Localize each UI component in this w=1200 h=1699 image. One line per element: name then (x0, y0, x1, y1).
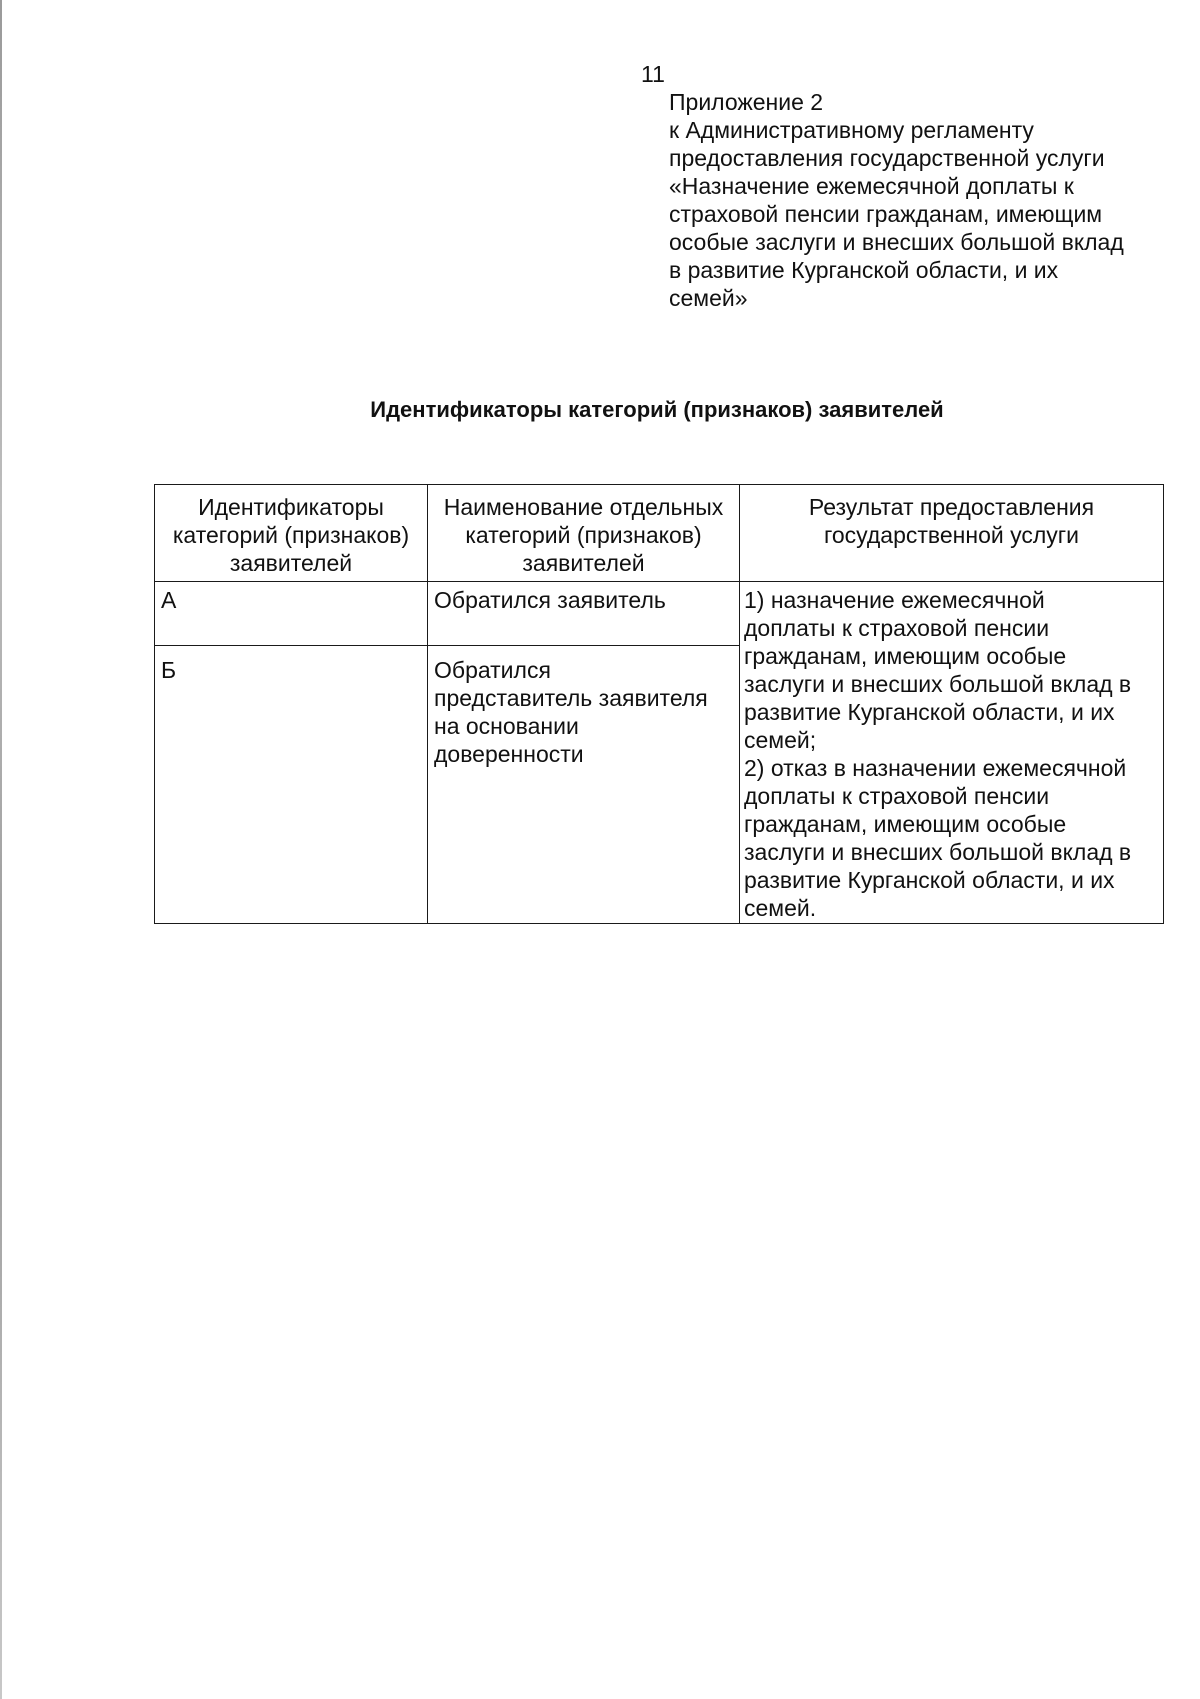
result-line: гражданам, имеющим особые (744, 811, 1067, 837)
appendix-line: «Назначение ежемесячной доплаты к (669, 173, 1074, 199)
header-line: Наименование отдельных (443, 494, 724, 520)
category-name-line: Обратился заявитель (434, 587, 666, 613)
category-id-cell (155, 582, 428, 646)
header-cell-result (740, 485, 1164, 582)
header-line: государственной услуги (823, 522, 1080, 548)
appendix-line: к Административному регламенту (669, 117, 1034, 143)
appendix-header (669, 88, 1169, 312)
table-row (155, 582, 1164, 646)
header-line: Идентификаторы (198, 494, 384, 520)
document-title: Идентификаторы категорий (признаков) заявителей (370, 397, 944, 422)
appendix-line: страховой пенсии гражданам, имеющим (669, 201, 1103, 227)
category-name-line: на основании (434, 713, 579, 739)
scan-edge (0, 0, 2, 1699)
category-name-line: доверенности (434, 741, 584, 767)
header-line: категорий (признаков) (172, 522, 410, 548)
category-name-cell (428, 646, 740, 924)
header-cell-category-names (428, 485, 740, 582)
appendix-line: семей» (669, 285, 748, 311)
header-line: категорий (признаков) (465, 522, 702, 548)
category-id-cell (155, 646, 428, 924)
page-number: 11 (641, 61, 665, 87)
appendix-line: в развитие Курганской области, и их (669, 257, 1059, 283)
appendix-line: Приложение 2 (669, 89, 824, 115)
category-name-line: представитель заявителя (434, 685, 708, 711)
header-cell-identifiers (155, 485, 428, 582)
appendix-line: особые заслуги и внесших большой вклад (669, 229, 1124, 255)
result-line: семей. (744, 895, 817, 921)
result-line: 1) назначение ежемесячной (744, 587, 1045, 613)
result-line: развитие Курганской области, и их (744, 867, 1115, 893)
category-id: Б (161, 657, 177, 683)
category-name-cell (428, 582, 740, 646)
category-id: А (161, 587, 177, 613)
appendix-line: предоставления государственной услуги (669, 145, 1105, 171)
result-line: доплаты к страховой пенсии (744, 615, 1050, 641)
result-line: доплаты к страховой пенсии (744, 783, 1050, 809)
table-header-row (155, 485, 1164, 582)
header-line: Результат предоставления (808, 494, 1095, 520)
result-line: развитие Курганской области, и их (744, 699, 1115, 725)
result-cell (740, 582, 1164, 924)
header-line: заявителей (522, 550, 645, 576)
result-line: гражданам, имеющим особые (744, 643, 1067, 669)
category-name-line: Обратился (434, 657, 551, 683)
categories-table (154, 484, 1164, 924)
result-line: заслуги и внесших большой вклад в (744, 671, 1132, 697)
result-line: заслуги и внесших большой вклад в (744, 839, 1132, 865)
result-line: 2) отказ в назначении ежемесячной (744, 755, 1127, 781)
header-line: заявителей (229, 550, 353, 576)
result-line: семей; (744, 727, 817, 753)
